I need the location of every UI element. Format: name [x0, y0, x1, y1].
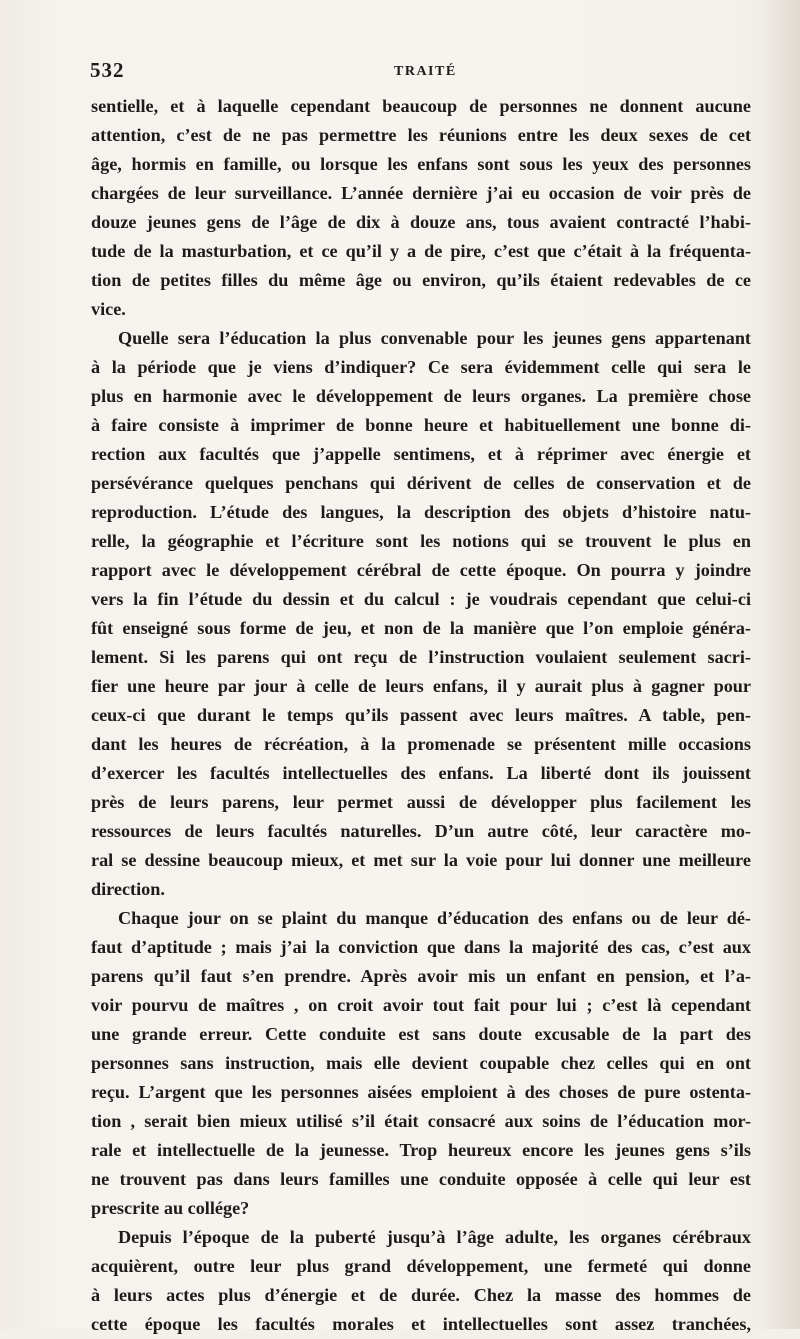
text-line: rapport avec le développement cérébral de cette époque. On pourra y joindre [91, 560, 751, 580]
page-edge-shadow [760, 0, 800, 1329]
text-line: relle, la géographie et l’écriture sont les notions qui se trouvent le plus en [91, 531, 751, 551]
paragraph-end-line: prescrite au collége? [91, 1198, 250, 1218]
text-line: persévérance quelques penchans qui dérivent de celles de conservation et de [91, 473, 751, 493]
text-line: reproduction. L’étude des langues, la description des objets d’histoire natu- [91, 502, 751, 522]
text-line: parens qu’il faut s’en prendre. Après avoir mis un enfant en pension, et l’a- [91, 966, 751, 986]
paragraph-start-line: Depuis l’époque de la puberté jusqu’à l’âge adulte, les organes cérébraux [118, 1227, 751, 1247]
text-line: ceux-ci que durant le temps qu’ils passent avec leurs maîtres. A table, pen- [91, 705, 751, 725]
paragraph-start-line: Chaque jour on se plaint du manque d’éducation des enfans ou de leur dé- [118, 908, 751, 928]
text-line: près de leurs parens, leur permet aussi de développer plus facilement les [91, 792, 751, 812]
text-line: une grande erreur. Cette conduite est sans doute excusable de la part des [91, 1024, 751, 1044]
text-line: tude de la masturbation, et ce qu’il y a de pire, c’est que c’était à la fréquenta- [91, 241, 751, 261]
text-line: acquièrent, outre leur plus grand développement, une fermeté qui donne [91, 1256, 751, 1276]
text-line: fier une heure par jour à celle de leurs enfans, il y aurait plus à gagner pour [91, 676, 751, 696]
text-line: faut d’aptitude ; mais j’ai la conviction que dans la majorité des cas, c’est aux [91, 937, 751, 957]
text-line: reçu. L’argent que les personnes aisées emploient à des choses de pure ostenta- [91, 1082, 751, 1102]
text-line: plus en harmonie avec le développement de leurs organes. La première chose [91, 386, 751, 406]
paragraph-end-line: direction. [91, 879, 165, 899]
text-line: voir pourvu de maîtres , on croit avoir tout fait pour lui ; c’est là cependant [91, 995, 751, 1015]
text-line: tion , serait bien mieux utilisé s’il était consacré aux soins de l’éducation mor- [91, 1111, 751, 1131]
paragraph-start-line: Quelle sera l’éducation la plus convenable pour les jeunes gens appartenant [118, 328, 751, 348]
text-line: rale et intellectuelle de la jeunesse. Trop heureux encore les jeunes gens s’ils [91, 1140, 751, 1160]
text-line: vers la fin l’étude du dessin et du calcul : je voudrais cependant que celui-ci [91, 589, 751, 609]
text-line: sentielle, et à laquelle cependant beaucoup de personnes ne donnent aucune [91, 96, 751, 116]
body-text [91, 92, 751, 1339]
paragraph-end-line: vice. [91, 299, 126, 319]
page-header [90, 58, 750, 82]
text-line: personnes sans instruction, mais elle devient coupable chez celles qui en ont [91, 1053, 751, 1073]
text-line: rection aux facultés que j’appelle sentimens, et à réprimer avec énergie et [91, 444, 751, 464]
text-line: dant les heures de récréation, à la promenade se présentent mille occasions [91, 734, 751, 754]
text-line: douze jeunes gens de l’âge de dix à douze ans, tous avaient contracté l’habi- [91, 212, 751, 232]
text-line: ral se dessine beaucoup mieux, et met sur la voie pour lui donner une meilleure [91, 850, 751, 870]
running-title: TRAITÉ [394, 64, 457, 79]
text-line: fût enseigné sous forme de jeu, et non de la manière que l’on emploie généra- [91, 618, 751, 638]
text-line: d’exercer les facultés intellectuelles des enfans. La liberté dont ils jouissent [91, 763, 751, 783]
text-line: à faire consiste à imprimer de bonne heure et habituellement une bonne di- [91, 415, 751, 435]
text-line: tion de petites filles du même âge ou environ, qu’ils étaient redevables de ce [91, 270, 751, 290]
text-line: chargées de leur surveillance. L’année dernière j’ai eu occasion de voir près de [91, 183, 751, 203]
text-line: à la période que je viens d’indiquer? Ce sera évidemment celle qui sera le [91, 357, 751, 377]
text-line: âge, hormis en famille, ou lorsque les enfans sont sous les yeux des personnes [91, 154, 751, 174]
text-line: à leurs actes plus d’énergie et de durée. Chez la masse des hommes de [91, 1285, 751, 1305]
page-number: 532 [90, 58, 125, 82]
text-line: cette époque les facultés morales et intellectuelles sont assez tranchées, [91, 1314, 751, 1334]
text-line: ne trouvent pas dans leurs familles une conduite opposée à celle qui leur est [91, 1169, 751, 1189]
text-line: ressources de leurs facultés naturelles. D’un autre côté, leur caractère mo- [91, 821, 751, 841]
text-line: lement. Si les parens qui ont reçu de l’instruction voulaient seulement sacri- [91, 647, 751, 667]
text-line: attention, c’est de ne pas permettre les réunions entre les deux sexes de cet [91, 125, 751, 145]
